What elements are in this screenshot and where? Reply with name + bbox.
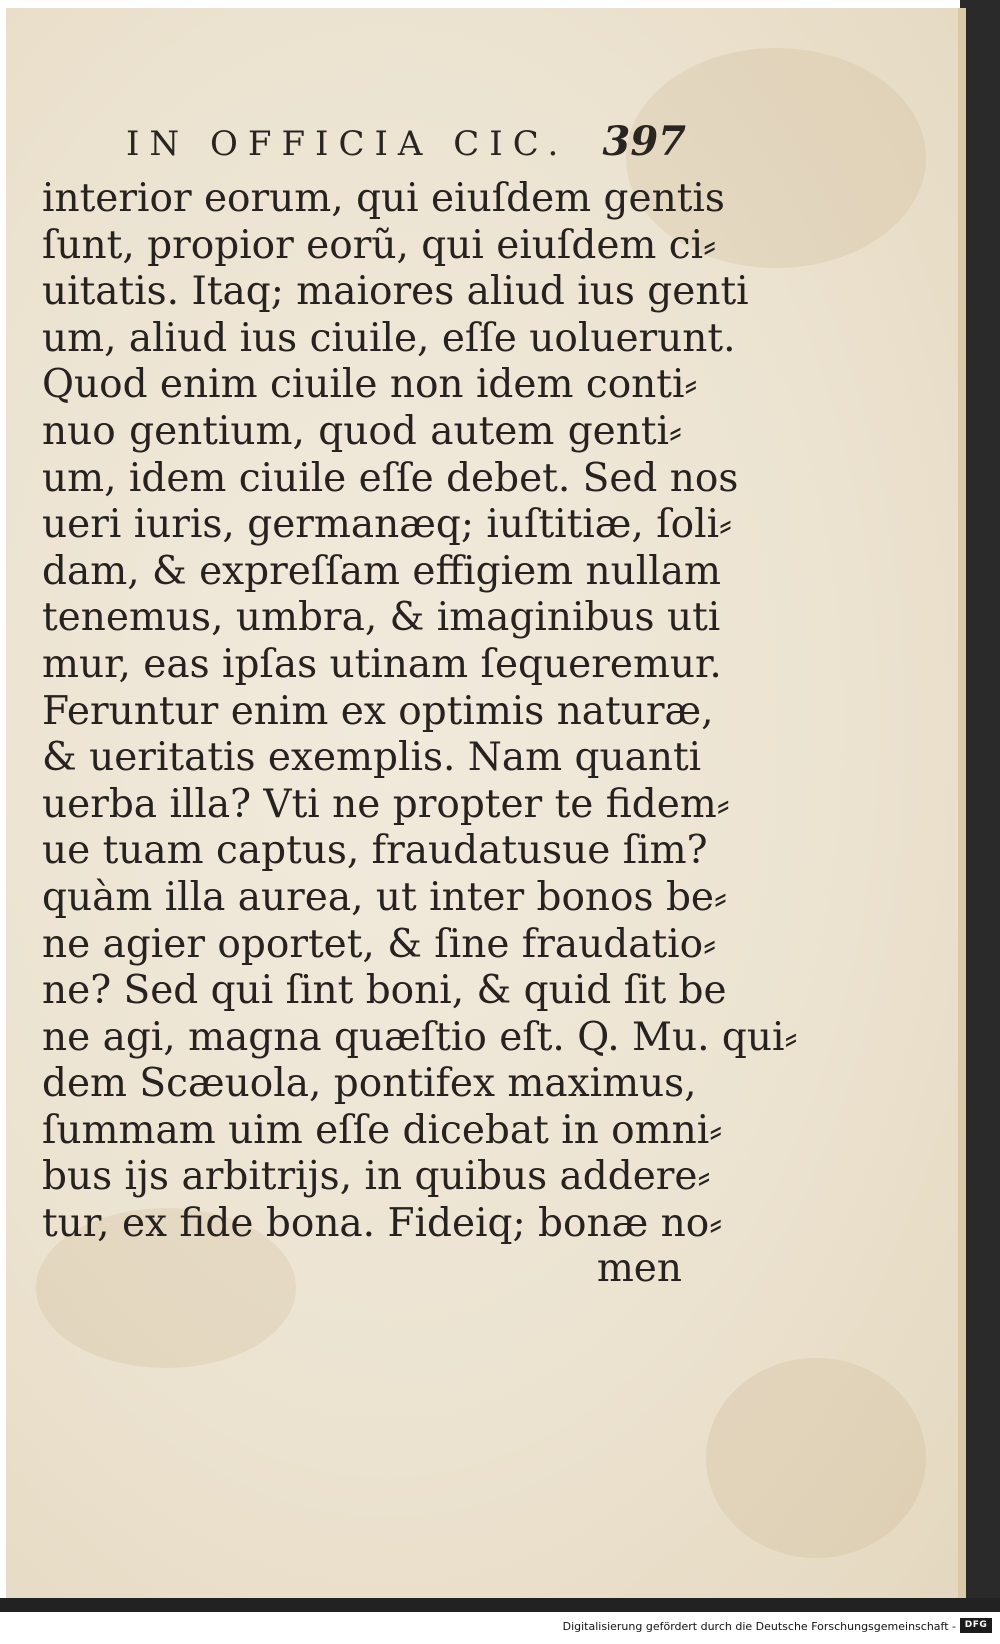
text-line: dam, & expreſſam effigiem nullam bbox=[42, 548, 721, 594]
paper-stain bbox=[706, 1358, 926, 1558]
page-header bbox=[126, 118, 686, 168]
text-line: & ueritatis exemplis. Nam quanti bbox=[42, 735, 702, 781]
text-line: ne agi, magna quæſtio eſt. Q. Mu. qui⸗ bbox=[42, 1014, 798, 1060]
text-line: ne? Sed qui ſint boni, & quid ſit be bbox=[42, 968, 727, 1014]
text-line: ſunt, propior eorũ, qui eiuſdem ci⸗ bbox=[42, 222, 717, 268]
catchword: men bbox=[596, 1246, 682, 1291]
text-line: quàm illa aurea, ut inter bonos be⸗ bbox=[42, 874, 727, 920]
text-line: ueri iuris, germanæq; iuſtitiæ, ſoli⸗ bbox=[42, 502, 733, 548]
text-line: um, aliud ius ciuile, eſſe uoluerunt. bbox=[42, 315, 736, 361]
text-line: bus ijs arbitrijs, in quibus addere⸗ bbox=[42, 1154, 711, 1200]
text-line: tur, ex fide bona. Fideiq; bonæ no⸗ bbox=[42, 1201, 723, 1247]
text-line: tenemus, umbra, & imaginibus uti bbox=[42, 595, 721, 641]
text-line: ſummam uim eſſe dicebat in omni⸗ bbox=[42, 1107, 723, 1153]
text-line: nuo gentium, quod autem genti⸗ bbox=[42, 408, 682, 454]
body-text bbox=[42, 176, 798, 1248]
text-line: ue tuam captus, fraudatusue ſim? bbox=[42, 828, 708, 874]
text-line: dem Scæuola, pontifex maximus, bbox=[42, 1061, 697, 1107]
text-line: uerba illa? Vti ne propter te fidem⸗ bbox=[42, 781, 730, 827]
text-line: interior eorum, qui eiuſdem gentis bbox=[42, 176, 725, 221]
text-line: um, idem ciuile eſſe debet. Sed nos bbox=[42, 455, 739, 501]
text-line: mur, eas ipſas utinam ſequeremur. bbox=[42, 641, 722, 687]
dfg-logo: DFG bbox=[960, 1618, 992, 1633]
text-line: ne agier oportet, & ſine fraudatio⸗ bbox=[42, 921, 717, 967]
text-line: uitatis. Itaq; maiores aliud ius genti bbox=[42, 269, 749, 315]
digitization-credit: Digitalisierung gefördert durch die Deutsche Forschungsgemeinschaft - bbox=[562, 1620, 956, 1633]
running-title: IN OFFICIA CIC. bbox=[126, 124, 569, 164]
text-line: Feruntur enim ex optimis naturæ, bbox=[42, 688, 714, 734]
book-edge bbox=[960, 0, 1000, 1610]
page-number: 397 bbox=[602, 118, 686, 165]
scan-bottom-band bbox=[0, 1598, 1000, 1612]
text-line: Quod enim ciuile non idem conti⸗ bbox=[42, 362, 698, 408]
